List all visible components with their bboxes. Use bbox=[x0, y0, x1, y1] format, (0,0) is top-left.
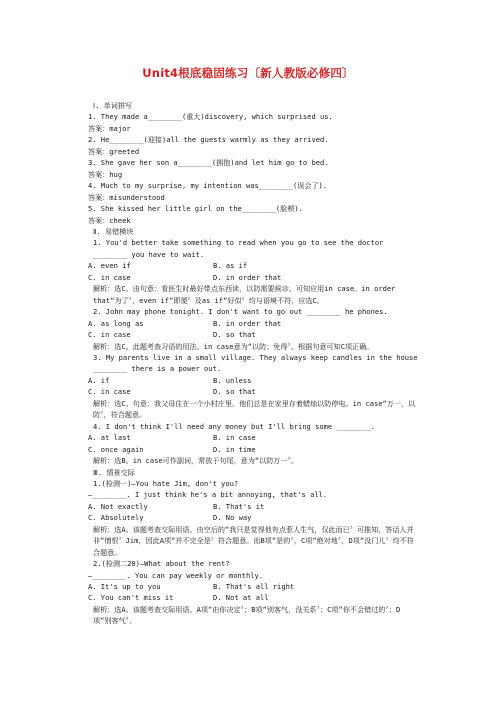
option-text: C. in case bbox=[88, 272, 131, 282]
option-text: A. It's up to you bbox=[88, 582, 161, 592]
text-line: 答案：cheek bbox=[88, 215, 131, 225]
answer-options bbox=[88, 318, 418, 329]
option-text: D. in order that bbox=[213, 272, 282, 282]
option-text: B. That's all right bbox=[213, 582, 295, 592]
answer-options bbox=[88, 444, 418, 455]
option-text: D. so that bbox=[213, 330, 256, 340]
answer-options bbox=[88, 512, 418, 523]
text-line: 1. They made a________(重大)discovery, which surprised us. bbox=[88, 112, 333, 122]
document-body bbox=[88, 100, 422, 627]
option-text: D. in time bbox=[213, 444, 256, 454]
text-line: 解析：选A。该题考查交际用语。由空后的“我只是觉得他有点惹人生气，仅此而已〞可推知，答话人并非“憎恨〞Jim，因此A项“并不完全是〞符合题意。而B项“是的〞，C项“绝对地〞，D项“没门儿〞均不符合题意。 bbox=[93, 524, 414, 557]
text-line: 1. You'd better take something to read when you go to see the doctor ________ you have to wait. bbox=[93, 238, 388, 259]
answer-options bbox=[88, 375, 418, 386]
text-line: —________. You can pay weekly or monthly. bbox=[88, 570, 264, 580]
answer-options bbox=[88, 592, 418, 603]
text-line: 解析：选C。由句意：看医生时最好带点东西读，以防需要候诊。可知应用in case。in order that“为了〞，even if“即便〞及as if“好似〞均与语境不符，应选C。 bbox=[93, 284, 400, 305]
answer-options bbox=[88, 432, 418, 443]
text-line: Ⅲ. 情景交际 bbox=[93, 467, 135, 477]
option-text: A. at last bbox=[88, 433, 131, 443]
page-title: Unit4根底稳固练习〔新人教版必修四〕 bbox=[142, 66, 354, 80]
text-line: Ⅱ. 易错模块 bbox=[93, 226, 134, 236]
option-text: C. You can't miss it bbox=[88, 593, 174, 603]
option-text: B. That's it bbox=[213, 501, 265, 511]
option-text: A. even if bbox=[88, 261, 131, 271]
option-text: C. in case bbox=[88, 330, 131, 340]
text-line: 2.(检测二20)—What about the rent? bbox=[93, 559, 230, 569]
text-line: 解析：选A。该题考查交际用语。A项“由你决定〞；B项“别客气，没关系〞；C项“你不会错过的〞；D项“别客气〞。 bbox=[93, 604, 401, 626]
option-text: B. in order that bbox=[213, 318, 282, 328]
answer-options bbox=[88, 260, 418, 271]
option-text: C. Absolutely bbox=[88, 513, 144, 523]
answer-options bbox=[88, 386, 418, 397]
text-line: 解析：选B。in case可作副词，常放于句尾，意为“以防万一〞。 bbox=[93, 456, 299, 466]
text-line: 5. She kissed her little girl on the________(脸颊). bbox=[88, 204, 303, 214]
option-text: B. unless bbox=[213, 375, 252, 385]
text-line: 答案：greeted bbox=[88, 146, 140, 156]
text-line: 2. He________(迎接)all the guests warmly as they arrived. bbox=[88, 135, 329, 145]
answer-options bbox=[88, 272, 418, 283]
answer-options bbox=[88, 329, 418, 340]
text-line: 3. She gave her son a________(拥抱)and let him go to bed. bbox=[88, 158, 329, 168]
text-line: 解析：选C。句意：我父母住在一个小村庄里。他们总是在家里存着蜡烛以防停电。in case“万一，以防〞，符合题意。 bbox=[93, 398, 416, 420]
option-text: D. Not at all bbox=[213, 593, 269, 603]
text-line: 1.(检测一)—You hate Jim, don't you? bbox=[93, 478, 239, 488]
text-line: 4. Much to my surprise, my intention was________(误会了). bbox=[88, 181, 328, 191]
text-line: 答案：misunderstood bbox=[88, 192, 165, 202]
option-text: A. as long as bbox=[88, 318, 144, 328]
option-text: A. if bbox=[88, 375, 110, 385]
option-text: B. in case bbox=[213, 433, 256, 443]
text-line: 解析：选C。此题考查习语的用法。in case意为“以防；免得〞。根据句意可知C项正确。 bbox=[93, 341, 374, 351]
text-line: Ⅰ. 单词拼写 bbox=[93, 101, 133, 110]
option-text: D. No way bbox=[213, 513, 252, 523]
text-line: —________. I just think he's a bit annoying, that's all. bbox=[88, 490, 328, 500]
option-text: C. in case bbox=[88, 387, 131, 397]
option-text: B. as if bbox=[213, 261, 248, 271]
text-line: 4. I don't think I'll need any money but I'll bring some ________. bbox=[93, 421, 375, 431]
text-line: 3. My parents live in a small village. They always keep candles in the house ________ there is a power out. bbox=[93, 352, 422, 374]
option-text: D. so that bbox=[213, 387, 256, 397]
option-text: C. once again bbox=[88, 444, 144, 454]
text-line: 答案：hug bbox=[88, 169, 123, 179]
answer-options bbox=[88, 501, 418, 512]
text-line: 2. John may phone tonight. I don't want to go out ________ he phones. bbox=[93, 307, 388, 317]
answer-options bbox=[88, 581, 418, 592]
option-text: A. Not exactly bbox=[88, 501, 148, 511]
text-line: 答案：major bbox=[88, 123, 131, 133]
